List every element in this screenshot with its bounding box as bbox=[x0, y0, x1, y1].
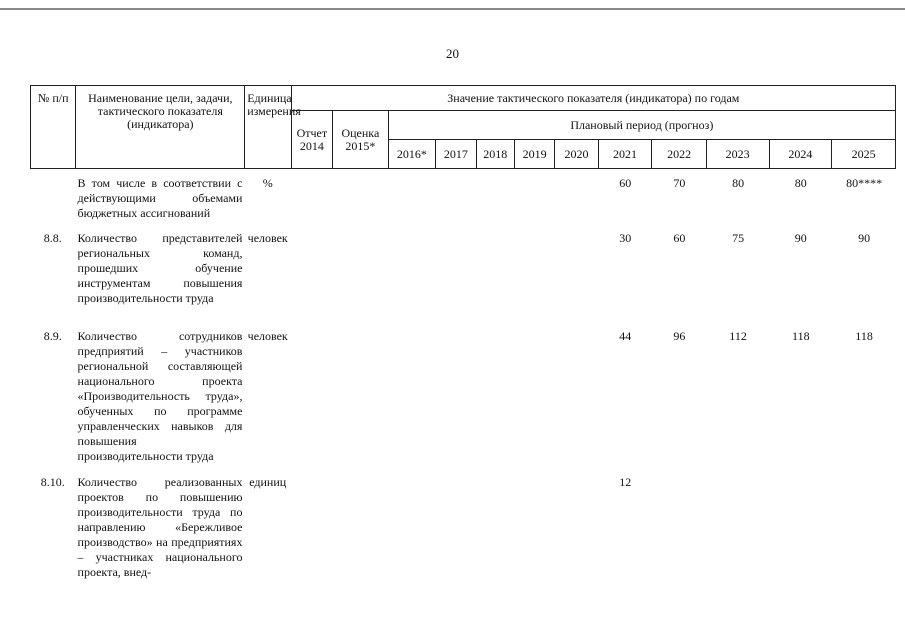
header-year: 2023 bbox=[706, 140, 769, 169]
top-border-line bbox=[0, 8, 905, 10]
row-value bbox=[388, 229, 436, 327]
row-value: 90 bbox=[858, 231, 871, 245]
row-value bbox=[476, 174, 514, 229]
header-name: Наименование цели, задачи, тактического показателя (индикатора) bbox=[76, 86, 245, 169]
row-value: 80 bbox=[794, 176, 807, 190]
row-value: 70 bbox=[673, 176, 686, 190]
row-value bbox=[291, 473, 332, 583]
row-value: 96 bbox=[673, 329, 686, 343]
row-value: 30 bbox=[619, 231, 632, 245]
row-value: 112 bbox=[729, 329, 747, 343]
header-plan: Плановый период (прогноз) bbox=[388, 111, 895, 140]
row-value bbox=[291, 174, 332, 229]
row-value: 80**** bbox=[846, 176, 883, 190]
row-value bbox=[436, 473, 476, 583]
row-num: 8.9. bbox=[43, 329, 62, 343]
row-value bbox=[388, 174, 436, 229]
row-unit: единиц bbox=[249, 475, 287, 489]
row-name: Количество представителей региональных команд, прошедших обучение инструментам повышения производительности труда bbox=[77, 231, 243, 305]
row-value: 118 bbox=[855, 329, 873, 343]
header-year: 2022 bbox=[652, 140, 707, 169]
header-year: 2017 bbox=[436, 140, 476, 169]
row-value bbox=[332, 229, 388, 327]
row-value: 12 bbox=[619, 475, 632, 489]
header-year: 2025 bbox=[832, 140, 896, 169]
row-num: 8.8. bbox=[43, 231, 62, 245]
header-year: 2019 bbox=[514, 140, 554, 169]
row-name: Количество сотрудников предприятий – участников региональной составляющей национального проекта «Производительность труда», обученных по программе управленческих навыков для повышения производительности труда bbox=[77, 329, 243, 463]
row-unit: человек bbox=[247, 329, 288, 343]
table-row bbox=[30, 327, 896, 473]
table-row bbox=[30, 473, 896, 583]
header-num: № п/п bbox=[31, 86, 76, 169]
row-value: 44 bbox=[619, 329, 632, 343]
row-value bbox=[388, 473, 436, 583]
row-value bbox=[476, 229, 514, 327]
row-value: 118 bbox=[792, 329, 810, 343]
row-value bbox=[332, 327, 388, 473]
row-num: 8.10. bbox=[40, 475, 65, 489]
row-name: В том числе в соответствии с действующими объемами бюджетных ассигнований bbox=[77, 176, 243, 220]
row-value bbox=[291, 229, 332, 327]
table-body bbox=[30, 174, 896, 583]
row-value: 60 bbox=[673, 231, 686, 245]
row-value bbox=[555, 229, 599, 327]
row-value bbox=[707, 473, 770, 583]
row-value: 80 bbox=[732, 176, 745, 190]
row-value bbox=[515, 473, 555, 583]
row-value bbox=[515, 229, 555, 327]
header-unit: Единица измерения bbox=[245, 86, 291, 169]
row-value bbox=[555, 473, 599, 583]
row-value bbox=[332, 473, 388, 583]
row-num bbox=[30, 174, 76, 229]
row-value bbox=[652, 473, 707, 583]
row-value bbox=[388, 327, 436, 473]
row-value bbox=[515, 174, 555, 229]
header-year: 2018 bbox=[476, 140, 514, 169]
header-year: 2024 bbox=[769, 140, 832, 169]
table-row bbox=[30, 229, 896, 327]
header-year: 2021 bbox=[598, 140, 652, 169]
row-value bbox=[769, 473, 832, 583]
page-number: 20 bbox=[446, 46, 459, 61]
row-unit: человек bbox=[247, 231, 288, 245]
row-value bbox=[476, 327, 514, 473]
row-unit: % bbox=[262, 176, 273, 190]
row-value bbox=[555, 327, 599, 473]
header-year: 2016* bbox=[388, 140, 435, 169]
row-value bbox=[436, 327, 476, 473]
row-value bbox=[436, 174, 476, 229]
header-report: Отчет 2014 bbox=[291, 111, 332, 169]
row-value bbox=[436, 229, 476, 327]
row-value bbox=[555, 174, 599, 229]
row-value bbox=[332, 174, 388, 229]
row-value: 60 bbox=[619, 176, 632, 190]
row-value bbox=[476, 473, 514, 583]
row-value: 90 bbox=[794, 231, 807, 245]
row-value: 75 bbox=[732, 231, 745, 245]
row-value bbox=[832, 473, 896, 583]
row-name: Количество реализованных проектов по повышению производительности труда по направлению «Бережливое производство» на предприятиях – участниках национального проекта, внед- bbox=[77, 475, 243, 579]
header-year: 2020 bbox=[555, 140, 598, 169]
row-value bbox=[515, 327, 555, 473]
row-value bbox=[291, 327, 332, 473]
header-values: Значение тактического показателя (индикатора) по годам bbox=[291, 86, 895, 111]
table-row bbox=[30, 174, 896, 229]
header-estimate: Оценка 2015* bbox=[333, 111, 389, 169]
table-header bbox=[30, 85, 896, 169]
